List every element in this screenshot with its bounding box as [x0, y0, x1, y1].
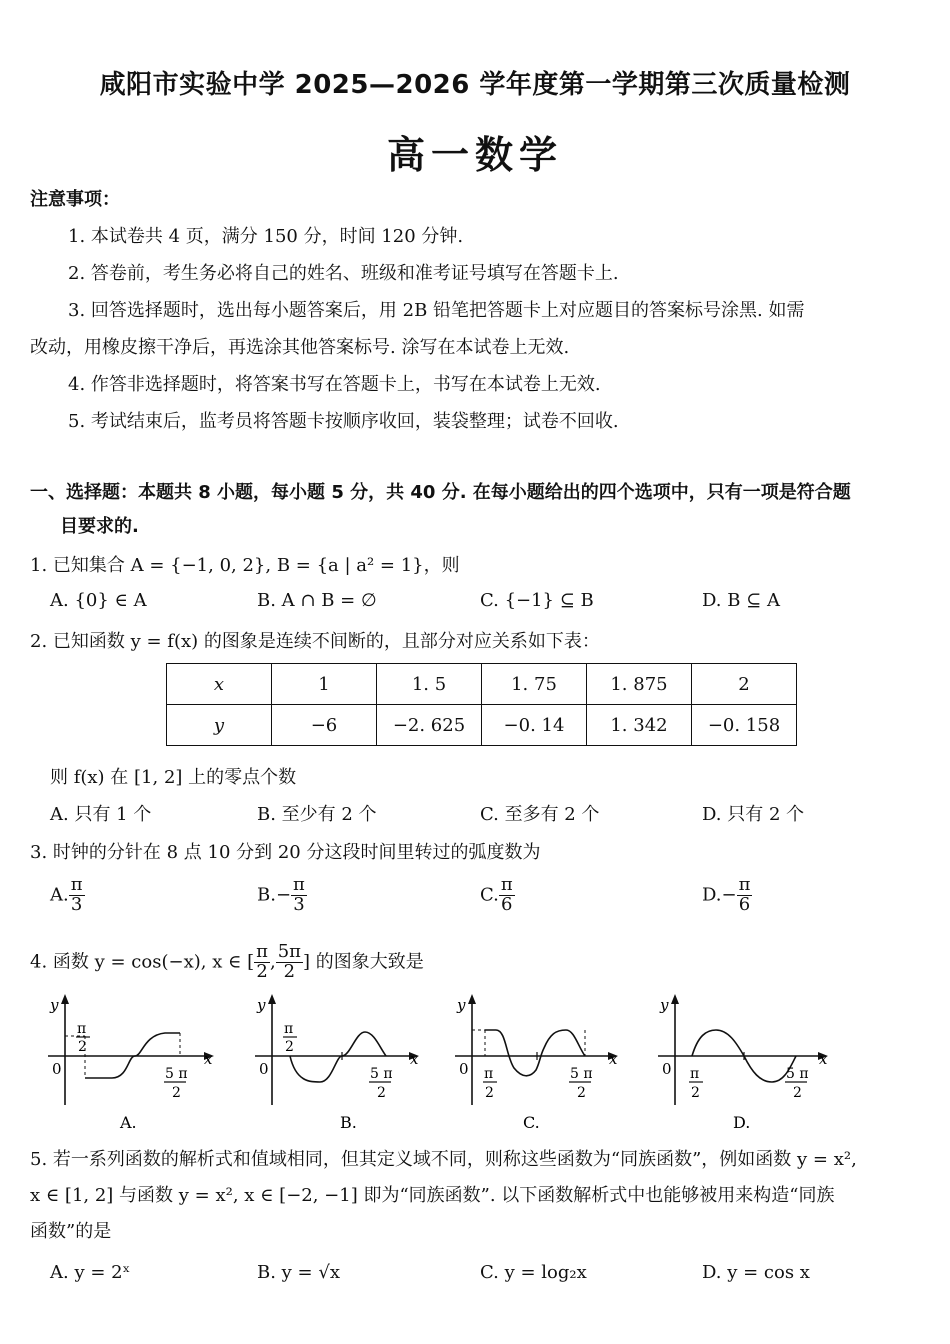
- five-pi-over-2-num: 5 π: [570, 1066, 593, 1082]
- q5-option-b: B. y = √x: [257, 1262, 340, 1283]
- graph-caption: C.: [523, 1113, 540, 1132]
- five-pi-over-2-den: 2: [793, 1085, 802, 1101]
- origin-label: 0: [259, 1060, 269, 1078]
- five-pi-over-2-num: 5 π: [165, 1066, 188, 1082]
- five-pi-over-2-den: 2: [172, 1085, 181, 1101]
- origin-label: 0: [459, 1060, 469, 1078]
- q2-option-b: B. 至少有 2 个: [257, 804, 377, 825]
- option-label: D.: [702, 884, 722, 906]
- table-header-y: y: [167, 705, 272, 746]
- graph-caption: B.: [340, 1113, 357, 1132]
- q2-option-d: D. 只有 2 个: [702, 804, 805, 825]
- numerator: π: [70, 874, 83, 895]
- graph-caption: A.: [120, 1113, 137, 1132]
- denominator: 6: [738, 893, 751, 915]
- section-heading-continued: 目要求的.: [60, 516, 139, 537]
- option-sign: −: [275, 884, 292, 906]
- question-5-stem: 5. 若一系列函数的解析式和值域相同，但其定义域不同，则称这些函数为“同族函数”，例如函数 y = x²,: [30, 1149, 857, 1170]
- fraction: [254, 943, 270, 982]
- q4-graphs: [40, 990, 840, 1140]
- axis-label-y: y: [660, 996, 669, 1014]
- question-1-stem: 1. 已知集合 A = {−1, 0, 2}, B = {a | a² = 1}，则: [30, 555, 460, 576]
- q2-option-a: A. 只有 1 个: [50, 804, 152, 825]
- numerator: π: [738, 874, 751, 895]
- five-pi-over-2-den: 2: [377, 1085, 386, 1101]
- pi-over-2-den: 2: [285, 1039, 294, 1055]
- question-2-stem: 2. 已知函数 y = f(x) 的图象是连续不间断的，且部分对应关系如下表：: [30, 631, 600, 652]
- five-pi-over-2-num: 5 π: [370, 1066, 393, 1082]
- pi-over-2-den: 2: [78, 1039, 87, 1055]
- fraction: [69, 876, 85, 915]
- notice-item: 1. 本试卷共 4 页，满分 150 分，时间 120 分钟.: [68, 226, 464, 247]
- pi-over-2-num: π: [484, 1066, 494, 1082]
- denominator: 2: [256, 960, 268, 982]
- graph-b: [255, 994, 419, 1132]
- value-table: [166, 663, 797, 746]
- graph-c: [455, 994, 618, 1132]
- q3-option-a: [50, 876, 85, 915]
- pi-over-2-den: 2: [691, 1085, 700, 1101]
- notice-item: 3. 回答选择题时，选出每小题答案后，用 2B 铅笔把答题卡上对应题目的答案标号涂黑. 如需: [68, 300, 805, 321]
- numerator: π: [500, 874, 513, 895]
- denominator: 3: [293, 893, 305, 915]
- q2-option-c: C. 至多有 2 个: [480, 804, 600, 825]
- pi-over-2-num: π: [284, 1021, 294, 1037]
- graph-a: [48, 994, 214, 1132]
- q5-option-a: A. y = 2ˣ: [50, 1262, 131, 1283]
- table-cell: −6: [272, 705, 377, 746]
- q5-option-d: D. y = cos x: [702, 1262, 810, 1283]
- question-4-stem: 4. 函数 y = cos(−x), x ∈ [ $\frac{\pi}{2}$ , $\frac{5\pi}{2}$ ] 的图象大致是: [30, 941, 424, 982]
- pi-over-2-num: π: [690, 1066, 700, 1082]
- numerator: π: [293, 874, 305, 895]
- table-cell: −2. 625: [377, 705, 482, 746]
- axis-label-x: x: [410, 1050, 419, 1068]
- graph-caption: D.: [733, 1113, 751, 1132]
- axis-label-x: x: [609, 1050, 618, 1068]
- notice-item: 2. 答卷前，考生务必将自己的姓名、班级和准考证号填写在答题卡上.: [68, 263, 619, 284]
- section-heading: 一、选择题：本题共 8 小题，每小题 5 分，共 40 分. 在每小题给出的四个选项中，只有一项是符合题: [30, 482, 851, 503]
- axis-label-x: x: [204, 1050, 213, 1068]
- q3-option-d: [702, 876, 752, 915]
- table-cell: 1. 342: [587, 705, 692, 746]
- table-row: [167, 664, 797, 705]
- five-pi-over-2-den: 2: [577, 1085, 586, 1101]
- graph-d: [658, 994, 828, 1132]
- q5-option-c: C. y = log₂x: [480, 1262, 587, 1283]
- option-label: B.: [257, 884, 276, 906]
- denominator: 2: [283, 960, 296, 982]
- question-2-tail: 则 f(x) 在 [1, 2] 上的零点个数: [50, 767, 297, 788]
- option-sign: −: [721, 884, 737, 906]
- denominator: 6: [501, 893, 513, 915]
- fraction: [737, 876, 753, 915]
- table-cell: −0. 158: [692, 705, 797, 746]
- option-label: C.: [480, 884, 499, 906]
- five-pi-over-2-num: 5 π: [786, 1066, 809, 1082]
- q3-option-c: [480, 876, 515, 915]
- question-5-stem-continued: 函数”的是: [30, 1221, 112, 1242]
- table-cell: 1: [272, 664, 377, 705]
- axis-label-y: y: [257, 996, 266, 1014]
- origin-label: 0: [52, 1060, 62, 1078]
- q1-option-a: A. {0} ∈ A: [50, 590, 147, 611]
- q1-option-c: C. {−1} ⊆ B: [480, 590, 594, 611]
- q1-option-d: D. B ⊆ A: [702, 590, 780, 611]
- stem-text: ] 的图象大致是: [303, 951, 424, 973]
- numerator: 5π: [277, 941, 302, 962]
- exam-title: 咸阳市实验中学 2025—2026 学年度第一学期第三次质量检测: [99, 70, 851, 100]
- question-5-stem-continued: x ∈ [1, 2] 与函数 y = x², x ∈ [−2, −1] 即为“同族函数”. 以下函数解析式中也能够被用来构造“同族: [30, 1185, 835, 1206]
- notice-item: 5. 考试结束后，监考员将答题卡按顺序收回，装袋整理；试卷不回收.: [68, 411, 619, 432]
- fraction: [276, 943, 303, 982]
- axis-label-x: x: [819, 1050, 828, 1068]
- denominator: 3: [70, 893, 83, 915]
- axis-label-y: y: [457, 996, 466, 1014]
- origin-label: 0: [662, 1060, 672, 1078]
- table-cell: −0. 14: [482, 705, 587, 746]
- table-header-x: x: [167, 664, 272, 705]
- pi-over-2-num: π: [77, 1021, 87, 1037]
- table-cell: 2: [692, 664, 797, 705]
- table-cell: 1. 875: [587, 664, 692, 705]
- q3-option-b: [257, 876, 307, 915]
- axis-label-y: y: [50, 996, 59, 1014]
- stem-text: 4. 函数 y = cos(−x), x ∈ [: [30, 951, 255, 973]
- option-label: A.: [50, 884, 69, 906]
- notice-item: 4. 作答非选择题时，将答案书写在答题卡上，书写在本试卷上无效.: [68, 374, 601, 395]
- notice-heading: 注意事项：: [30, 189, 120, 210]
- table-cell: 1. 5: [377, 664, 482, 705]
- numerator: π: [256, 941, 268, 962]
- table-cell: 1. 75: [482, 664, 587, 705]
- table-row: [167, 705, 797, 746]
- pi-over-2-den: 2: [485, 1085, 494, 1101]
- question-3-stem: 3. 时钟的分针在 8 点 10 分到 20 分这段时间里转过的弧度数为: [30, 842, 541, 863]
- fraction: [291, 876, 307, 915]
- subject-title: 高一数学: [386, 133, 563, 177]
- q1-option-b: B. A ∩ B = ∅: [257, 590, 377, 611]
- fraction: [499, 876, 515, 915]
- notice-item-continued: 改动，用橡皮擦干净后，再选涂其他答案标号. 涂写在本试卷上无效.: [30, 337, 570, 358]
